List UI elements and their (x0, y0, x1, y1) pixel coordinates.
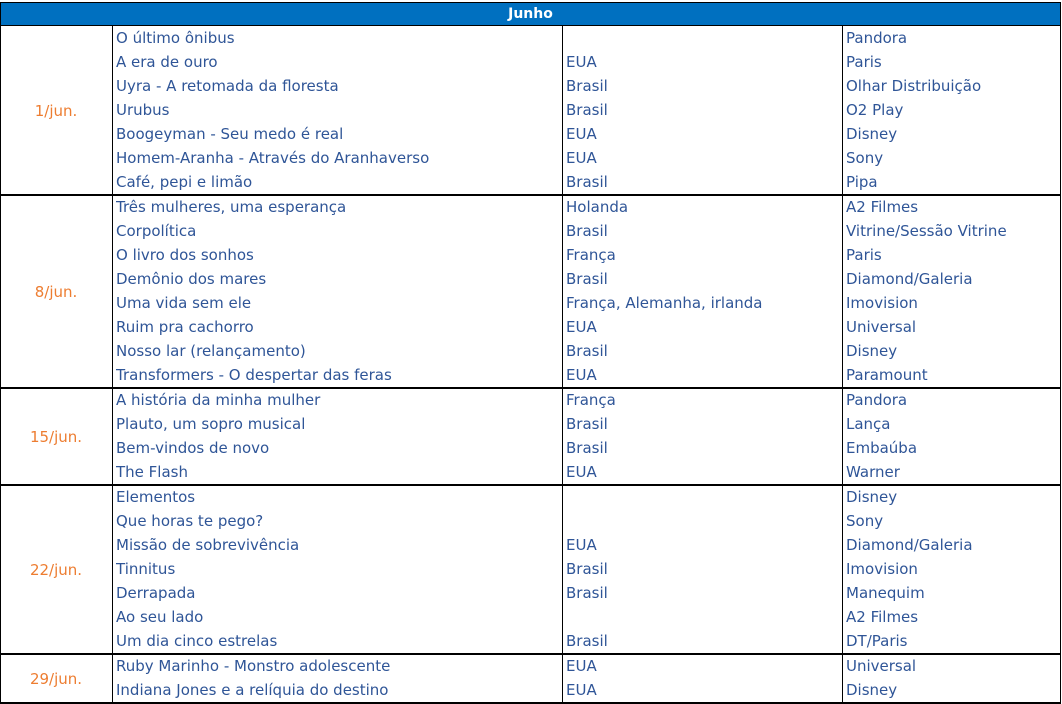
film-row (112, 291, 1061, 315)
film-title-cell[interactable]: Que horas te pego? (116, 512, 264, 530)
film-row (112, 629, 1061, 653)
film-distributor-cell[interactable]: Vitrine/Sessão Vitrine (846, 222, 1007, 240)
film-country-cell[interactable]: Brasil (566, 77, 608, 95)
film-row (112, 243, 1061, 267)
film-row (112, 267, 1061, 291)
film-country-cell[interactable]: Brasil (566, 584, 608, 602)
release-week-group (0, 654, 1061, 703)
film-country-cell[interactable]: EUA (566, 536, 597, 554)
film-distributor-cell[interactable]: Disney (846, 488, 898, 506)
film-row (112, 315, 1061, 339)
film-distributor-cell[interactable]: Disney (846, 125, 898, 143)
film-row (112, 678, 1061, 702)
film-title-cell[interactable]: A era de ouro (116, 53, 218, 71)
film-title-cell[interactable]: Uma vida sem ele (116, 294, 252, 312)
film-country-cell[interactable]: Brasil (566, 560, 608, 578)
film-row (112, 533, 1061, 557)
film-distributor-cell[interactable]: DT/Paris (846, 632, 908, 650)
film-distributor-cell[interactable]: Disney (846, 342, 898, 360)
film-row (112, 363, 1061, 387)
film-row (112, 436, 1061, 460)
film-title-cell[interactable]: Ao seu lado (116, 608, 204, 626)
film-country-cell[interactable]: Brasil (566, 222, 608, 240)
film-country-cell[interactable]: França, Alemanha, irlanda (566, 294, 763, 312)
film-distributor-cell[interactable]: Imovision (846, 294, 918, 312)
film-row (112, 388, 1061, 412)
film-distributor-cell[interactable]: Olhar Distribuição (846, 77, 982, 95)
film-distributor-cell[interactable]: Sony (846, 149, 884, 167)
film-row (112, 26, 1061, 50)
release-date-cell[interactable]: 15/jun. (0, 388, 113, 485)
film-country-cell[interactable]: Brasil (566, 632, 608, 650)
film-country-cell[interactable] (566, 485, 842, 509)
film-country-cell[interactable] (566, 509, 842, 533)
film-country-cell[interactable]: EUA (566, 657, 597, 675)
film-row (112, 581, 1061, 605)
film-title-cell[interactable]: Uyra - A retomada da floresta (116, 77, 339, 95)
film-row (112, 50, 1061, 74)
film-row (112, 98, 1061, 122)
film-distributor-cell[interactable]: Diamond/Galeria (846, 536, 973, 554)
film-title-cell[interactable]: O último ônibus (116, 29, 235, 47)
film-title-cell[interactable]: Nosso lar (relançamento) (116, 342, 306, 360)
film-title-cell[interactable]: Indiana Jones e a relíquia do destino (116, 681, 389, 699)
release-week-group (0, 388, 1061, 485)
film-distributor-cell[interactable]: Pipa (846, 173, 878, 191)
film-distributor-cell[interactable]: Pandora (846, 29, 908, 47)
release-week-group (0, 195, 1061, 388)
film-row (112, 509, 1061, 533)
film-row (112, 339, 1061, 363)
film-title-cell[interactable]: Missão de sobrevivência (116, 536, 300, 554)
film-title-cell[interactable]: Transformers - O despertar das feras (116, 366, 392, 384)
film-title-cell[interactable]: Urubus (116, 101, 170, 119)
film-title-cell[interactable]: Derrapada (116, 584, 196, 602)
film-country-cell[interactable]: França (566, 391, 616, 409)
film-country-cell[interactable]: EUA (566, 318, 597, 336)
film-title-cell[interactable]: Tinnitus (116, 560, 176, 578)
film-country-cell[interactable]: Holanda (566, 198, 629, 216)
film-row (112, 485, 1061, 509)
film-row (112, 219, 1061, 243)
film-title-cell[interactable]: Ruby Marinho - Monstro adolescente (116, 657, 391, 675)
film-distributor-cell[interactable]: Manequim (846, 584, 925, 602)
film-country-cell[interactable]: EUA (566, 366, 597, 384)
film-row (112, 460, 1061, 484)
film-country-cell[interactable]: Brasil (566, 439, 608, 457)
film-distributor-cell[interactable]: Paramount (846, 366, 928, 384)
film-row (112, 170, 1061, 194)
film-country-cell[interactable]: Brasil (566, 270, 608, 288)
film-distributor-cell[interactable]: Warner (846, 463, 900, 481)
film-row (112, 195, 1061, 219)
film-country-cell[interactable]: Brasil (566, 415, 608, 433)
film-country-cell[interactable]: EUA (566, 149, 597, 167)
film-title-cell[interactable]: Plauto, um sopro musical (116, 415, 306, 433)
film-row (112, 122, 1061, 146)
film-distributor-cell[interactable]: Embaúba (846, 439, 918, 457)
film-title-cell[interactable]: Ruim pra cachorro (116, 318, 254, 336)
release-week-group (0, 26, 1061, 195)
film-row (112, 557, 1061, 581)
film-distributor-cell[interactable]: A2 Filmes (846, 608, 919, 626)
film-distributor-cell[interactable]: Paris (846, 246, 882, 264)
film-country-cell[interactable] (566, 26, 842, 50)
film-title-cell[interactable]: O livro dos sonhos (116, 246, 254, 264)
film-distributor-cell[interactable]: Sony (846, 512, 884, 530)
film-title-cell[interactable]: Elementos (116, 488, 196, 506)
film-title-cell[interactable]: Café, pepi e limão (116, 173, 253, 191)
film-country-cell[interactable]: EUA (566, 463, 597, 481)
film-title-cell[interactable]: Demônio dos mares (116, 270, 267, 288)
film-title-cell[interactable]: Homem-Aranha - Através do Aranhaverso (116, 149, 430, 167)
film-distributor-cell[interactable]: Paris (846, 53, 882, 71)
film-distributor-cell[interactable]: Lança (846, 415, 891, 433)
film-distributor-cell[interactable]: O2 Play (846, 101, 904, 119)
film-title-cell[interactable]: The Flash (116, 463, 188, 481)
film-country-cell[interactable]: EUA (566, 125, 597, 143)
film-row (112, 146, 1061, 170)
film-distributor-cell[interactable]: Imovision (846, 560, 918, 578)
month-title: Junho (508, 6, 553, 22)
film-title-cell[interactable]: Corpolítica (116, 222, 197, 240)
film-country-cell[interactable]: Brasil (566, 101, 608, 119)
release-date-cell[interactable]: 8/jun. (0, 195, 113, 388)
film-row (112, 74, 1061, 98)
film-distributor-cell[interactable]: A2 Filmes (846, 198, 919, 216)
film-title-cell[interactable]: Boogeyman - Seu medo é real (116, 125, 344, 143)
film-distributor-cell[interactable]: Disney (846, 681, 898, 699)
film-distributor-cell[interactable]: Diamond/Galeria (846, 270, 973, 288)
film-title-cell[interactable]: Três mulheres, uma esperança (116, 198, 347, 216)
film-country-cell[interactable]: EUA (566, 681, 597, 699)
film-country-cell[interactable]: Brasil (566, 342, 608, 360)
release-date-cell[interactable]: 1/jun. (0, 26, 113, 195)
film-title-cell[interactable]: Um dia cinco estrelas (116, 632, 278, 650)
release-week-group (0, 485, 1061, 654)
film-row (112, 654, 1061, 678)
film-row (112, 605, 1061, 629)
film-distributor-cell[interactable]: Universal (846, 318, 917, 336)
release-date-cell[interactable]: 22/jun. (0, 485, 113, 654)
month-header (0, 2, 1061, 26)
film-distributor-cell[interactable]: Universal (846, 657, 917, 675)
film-country-cell[interactable]: EUA (566, 53, 597, 71)
film-country-cell[interactable]: França (566, 246, 616, 264)
film-country-cell[interactable] (566, 605, 842, 629)
film-country-cell[interactable]: Brasil (566, 173, 608, 191)
film-title-cell[interactable]: Bem-vindos de novo (116, 439, 270, 457)
film-title-cell[interactable]: A história da minha mulher (116, 391, 321, 409)
release-date-cell[interactable]: 29/jun. (0, 654, 113, 703)
film-row (112, 412, 1061, 436)
film-distributor-cell[interactable]: Pandora (846, 391, 908, 409)
